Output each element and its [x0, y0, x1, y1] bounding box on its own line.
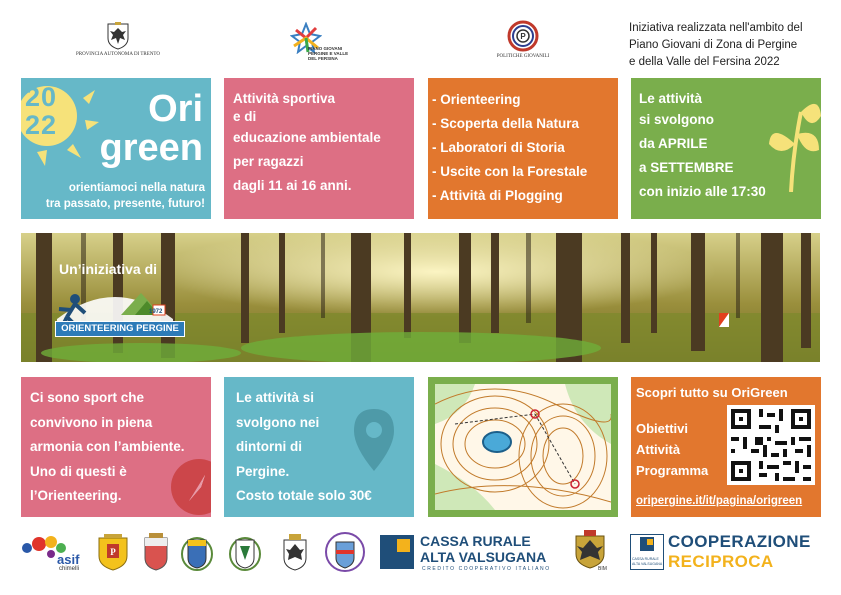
sports-line-5: l’Orienteering. — [30, 488, 122, 503]
list-item-4: - Uscite con la Forestale — [432, 164, 588, 179]
municipal-crest-3-icon — [180, 532, 214, 572]
info-heading: Scopri tutto su OriGreen — [636, 385, 788, 400]
dates-line-5: con inizio alle 17:30 — [639, 184, 766, 199]
info-url[interactable]: oripergine.it/it/pagina/origreen — [636, 495, 803, 507]
piano-giovani-logo — [290, 22, 350, 66]
sports-line-1: Ci sono sport che — [30, 390, 145, 405]
bank-line-1: CASSA RURALE — [420, 533, 531, 549]
orienteering-map-card — [428, 377, 618, 517]
location-line-1: Le attività si — [236, 390, 315, 405]
orienteering-pergine-logo — [45, 285, 185, 341]
activities-line-2: e di — [233, 109, 257, 124]
asif-name: asif — [57, 552, 80, 567]
pergine-crest-icon — [96, 532, 130, 572]
sports-line-4: Uno di questi è — [30, 463, 127, 479]
asif-sub: chimelli — [59, 566, 80, 572]
info-link-programma[interactable]: Programma — [636, 463, 709, 478]
tagline-2: tra passato, presente, futuro! — [45, 198, 205, 210]
bank-line-2: ALTA VALSUGANA — [420, 549, 547, 565]
svg-text:P: P — [110, 547, 116, 557]
activities-line-4: per ragazzi — [233, 154, 304, 169]
location-line-5: Costo totale solo 30€ — [236, 488, 372, 503]
forest-banner — [21, 233, 820, 362]
title-ori: Ori — [148, 88, 203, 130]
coop-small-logo — [630, 534, 664, 570]
municipal-crest-5-icon — [278, 532, 312, 572]
coop-caption-1: CASSA RURALE — [632, 557, 659, 561]
dates-line-1: Le attività — [639, 91, 703, 106]
banner-intro: Un’iniziativa di — [59, 261, 158, 277]
circle-p-logo-icon — [507, 20, 539, 52]
bim-crest-icon — [568, 528, 612, 570]
info-link-obiettivi[interactable]: Obiettivi — [636, 421, 689, 436]
activities-line-3: educazione ambientale — [233, 130, 381, 145]
org-year: 1972 — [149, 309, 163, 315]
map-pin-icon — [352, 407, 396, 473]
politiche-giovanili-logo — [496, 20, 550, 59]
year-bottom: 22 — [25, 110, 58, 140]
cassa-rurale-logo — [380, 533, 555, 573]
topographic-map-image — [435, 384, 611, 510]
compass-icon — [159, 455, 211, 515]
origreen-hero-card — [21, 78, 211, 219]
municipal-crest-4-icon — [228, 532, 262, 572]
politiche-caption: POLITICHE GIOVANILI — [496, 54, 550, 59]
sports-line-3: armonia con l’ambiente. — [30, 439, 185, 454]
coop-caption-2: ALTA VALSUGANA — [632, 562, 663, 566]
coop-line-2: RECIPROCA — [668, 552, 774, 571]
pgz-caption-2: PERGINE E VALLE — [308, 51, 349, 56]
pgz-caption-1: PIANO GIOVANI — [308, 46, 343, 51]
activity-list-card — [428, 78, 618, 219]
dates-line-2: si svolgono — [639, 112, 715, 127]
list-item-5: - Attività di Plogging — [432, 188, 563, 203]
info-line-2: Piano Giovani di Zona di Pergine — [629, 39, 798, 51]
asif-chimelli-logo — [21, 530, 85, 576]
org-name: ORIENTEERING PERGINE — [55, 321, 185, 337]
trento-eagle-crest-icon — [106, 22, 130, 50]
cooperazione-reciproca-logo — [630, 532, 830, 576]
info-card — [631, 377, 821, 517]
list-item-2: - Scoperta della Natura — [432, 116, 580, 131]
sports-card — [21, 377, 211, 517]
dates-line-4: a SETTEMBRE — [639, 160, 734, 175]
year-top: 20 — [25, 82, 58, 112]
dates-line-3: da APRILE — [639, 136, 708, 151]
location-line-4: Pergine. — [236, 463, 290, 479]
bank-sub: CREDITO COOPERATIVO ITALIANO — [422, 566, 551, 572]
activities-line-5: dagli 11 ai 16 anni. — [233, 178, 352, 193]
info-link-attivita[interactable]: Attività — [636, 442, 681, 457]
cassa-rurale-square-icon — [380, 535, 414, 569]
info-line-1: Iniziativa realizzata nell'ambito del — [629, 22, 803, 34]
municipal-crest-6-icon — [324, 530, 366, 574]
coop-line-1: COOPERAZIONE — [668, 532, 811, 551]
qr-code[interactable] — [727, 405, 815, 485]
svg-text:P: P — [520, 32, 526, 41]
coop-square-icon — [631, 535, 663, 555]
trento-caption: PROVINCIA AUTONOMA DI TRENTO — [75, 52, 161, 57]
bim-caption: BIM — [598, 566, 607, 572]
info-line-3: e della Valle del Fersina 2022 — [629, 56, 780, 68]
activities-line-1: Attività sportiva — [233, 91, 336, 106]
list-item-1: - Orienteering — [432, 92, 521, 107]
municipal-crest-2-icon — [143, 532, 169, 572]
activities-card — [224, 78, 414, 219]
dates-card — [631, 78, 821, 219]
list-item-3: - Laboratori di Storia — [432, 140, 565, 155]
title-green: green — [99, 127, 203, 169]
qr-code-icon — [727, 405, 815, 485]
location-line-3: dintorni di — [236, 439, 302, 454]
bim-logo — [568, 528, 612, 574]
leaf-plant-icon — [761, 92, 821, 192]
tagline-1: orientiamoci nella natura — [68, 182, 205, 194]
provincia-trento-logo — [68, 22, 168, 57]
sports-line-2: convivono in piena — [30, 414, 153, 430]
initiative-info — [629, 20, 829, 71]
location-line-2: svolgono nei — [236, 414, 320, 430]
pgz-caption-3: DEL FERSINA — [308, 56, 338, 61]
location-card — [224, 377, 414, 517]
